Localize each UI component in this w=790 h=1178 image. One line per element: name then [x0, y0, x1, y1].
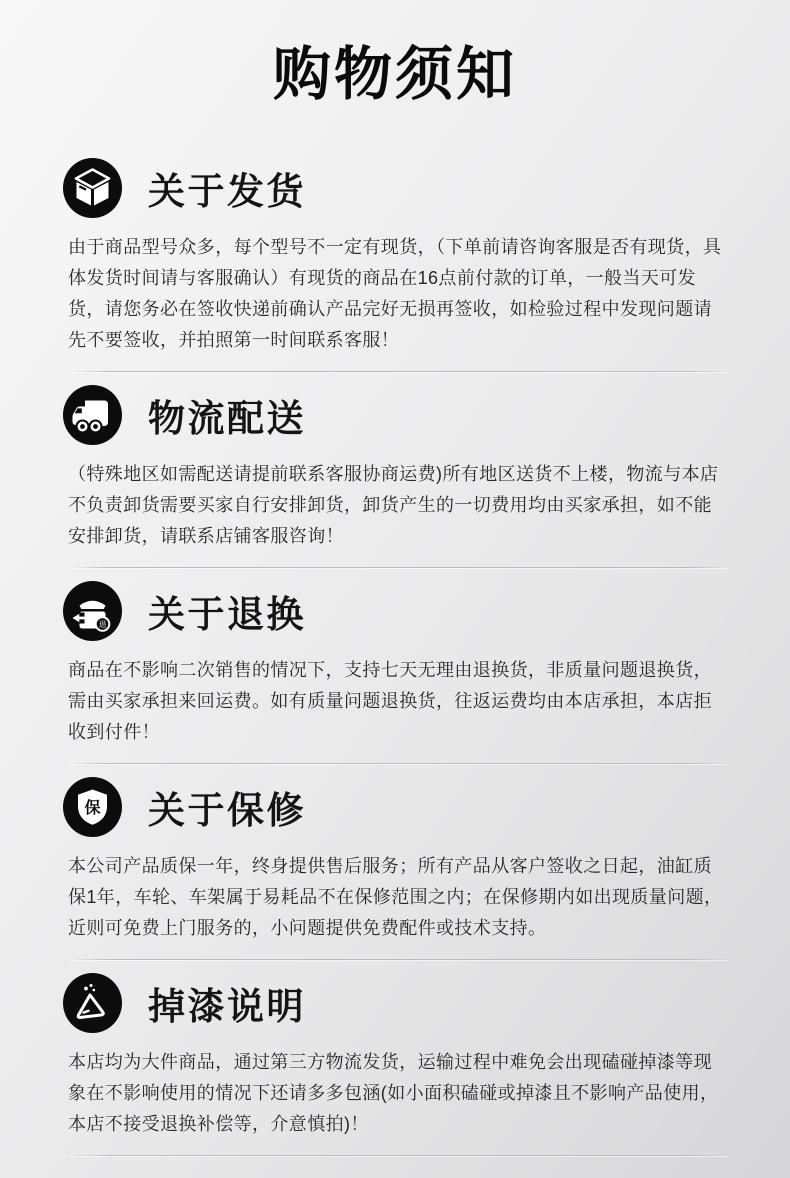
return-box-icon: [63, 581, 122, 641]
page-title: 购物须知: [272, 42, 517, 107]
section-body: （特殊地区如需配送请提前联系客服协商运费)所有地区送货不上楼，物流与本店不负责卸货需要买家自行安排卸货，卸货产生的一切费用均由买家承担，如不能安排卸货，请联系店铺客服咨询！: [68, 464, 719, 546]
section-body: 本店均为大件商品，通过第三方物流发货，运输过程中难免会出现磕碰掉漆等现象在不影响使用的情况下还请多多包涵(如小面积磕碰或掉漆且不影响产品使用，本店不接受退换补偿等，介意慎拍)！: [68, 1052, 719, 1134]
section-warranty: [0, 777, 790, 960]
section-logistics: [0, 385, 790, 568]
section-header: [63, 385, 724, 445]
package-icon: [63, 158, 122, 218]
section-heading: 掉漆说明: [148, 986, 306, 1027]
paint-chip-icon: [63, 973, 122, 1033]
section-header: [63, 581, 724, 641]
notice-divider: [70, 567, 728, 568]
section-returns: [0, 581, 790, 764]
section-heading: 关于保修: [148, 790, 306, 831]
section-header: [63, 158, 724, 218]
section-heading: 关于退换: [148, 594, 306, 635]
notice-divider: [70, 371, 728, 372]
section-heading: 关于发货: [148, 171, 306, 212]
truck-icon: [63, 385, 122, 445]
section-shipping: [0, 158, 790, 372]
section-body: 商品在不影响二次销售的情况下，支持七天无理由退换货，非质量问题退换货，需由买家承担来回运费。如有质量问题退换货，往返运费均由本店承担，本店拒收到付件！: [68, 660, 712, 742]
svg-text:退: 退: [98, 620, 107, 629]
section-body: 本公司产品质保一年，终身提供售后服务；所有产品从客户签收之日起，油缸质保1年，车轮、车架属于易耗品不在保修范围之内；在保修期内如出现质量问题，近则可免费上门服务的，小问题提供免费配件或技术支持。: [68, 856, 723, 938]
svg-text:保: 保: [84, 799, 101, 817]
notice-divider: [70, 763, 728, 764]
notice-divider: [70, 1155, 728, 1156]
section-header: [63, 973, 724, 1033]
section-paint: [0, 973, 790, 1156]
section-heading: 物流配送: [148, 398, 306, 439]
sections: [0, 108, 790, 1156]
section-header: [63, 777, 724, 837]
section-body: 由于商品型号众多，每个型号不一定有现货，（下单前请咨询客服是否有现货，具体发货时间请与客服确认）有现货的商品在16点前付款的订单，一般当天可发货，请您务必在签收快递前确认产品完好无损再签收，如检验过程中发现问题请先不要签收，并拍照第一时间联系客服！: [68, 237, 722, 350]
notice-divider: [70, 959, 728, 960]
shield-icon: [63, 777, 122, 837]
